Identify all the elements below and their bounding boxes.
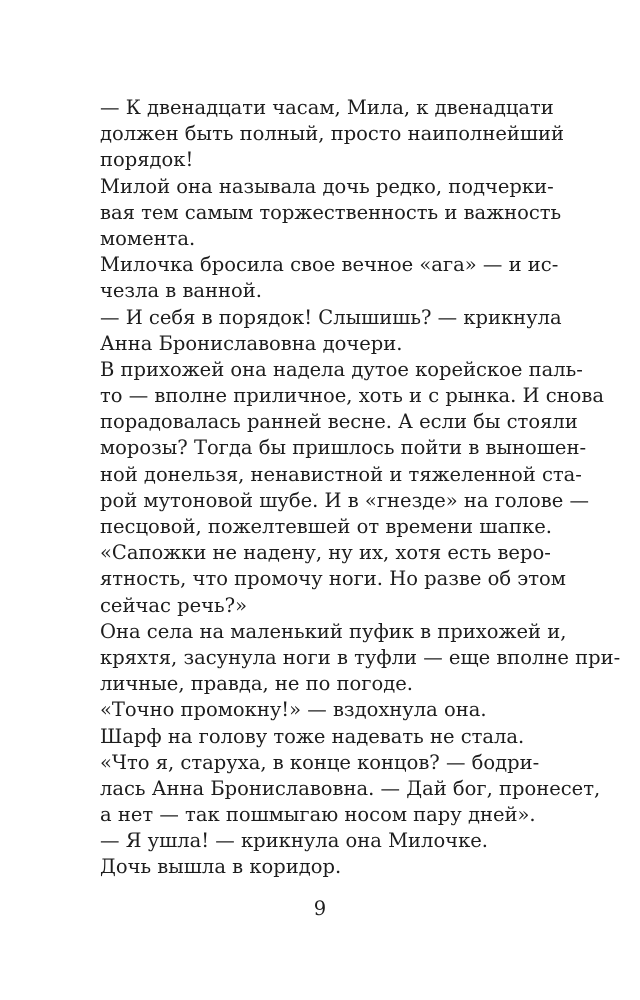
text-line: Милой она называла дочь редко, подчерки- xyxy=(100,174,554,198)
text-line: а нет — так пошмыгаю носом пару дней». xyxy=(100,803,536,827)
text-line: то — вполне приличное, хоть и с рынка. И снова xyxy=(100,384,605,408)
text-line: порадовалась ранней весне. А если бы стояли xyxy=(100,410,578,434)
page-number: 9 xyxy=(313,897,327,920)
text-line: В прихожей она надела дутое корейское паль- xyxy=(100,357,583,381)
text-line: морозы? Тогда бы пришлось пойти в выношен- xyxy=(100,436,587,460)
text-line: — К двенадцати часам, Мила, к двенадцати xyxy=(100,96,554,119)
text-line: личные, правда, не по погоде. xyxy=(100,672,413,696)
text-line: вая тем самым торжественность и важность xyxy=(100,200,562,224)
text-line: ятность, что промочу ноги. Но разве об этом xyxy=(100,567,566,591)
text-line: момента. xyxy=(100,226,196,250)
text-line: Милочка бросила свое вечное «ага» — и ис- xyxy=(100,253,559,277)
text-line: рой мутоновой шубе. И в «гнезде» на голове — xyxy=(100,488,590,512)
text-line: «Что я, старуха, в конце концов? — бодри- xyxy=(100,750,540,774)
text-line: — Я ушла! — крикнула она Милочке. xyxy=(100,829,489,853)
text-line: песцовой, пожелтевшей от времени шапке. xyxy=(100,515,552,538)
text-line: ной донельзя, ненавистной и тяжеленной ста- xyxy=(100,462,582,486)
text-line: Анна Брониславовна дочери. xyxy=(100,331,403,355)
text-line: — И себя в порядок! Слышишь? — крикнула xyxy=(100,305,562,329)
text-line: «Сапожки не надену, ну их, хотя есть веро- xyxy=(100,541,551,565)
body-text xyxy=(100,95,621,881)
text-line: должен быть полный, просто наиполнейший xyxy=(100,122,564,146)
text-line: лась Анна Брониславовна. — Дай бог, пронесет, xyxy=(100,776,601,800)
text-line: Дочь вышла в коридор. xyxy=(100,855,342,879)
text-line: чезла в ванной. xyxy=(100,279,262,303)
text-line: сейчас речь?» xyxy=(100,593,248,617)
text-line: Шарф на голову тоже надевать не стала. xyxy=(100,724,525,748)
text-line: порядок! xyxy=(100,148,194,172)
text-line: «Точно промокну!» — вздохнула она. xyxy=(100,698,487,722)
text-line: кряхтя, засунула ноги в туфли — еще вполне при- xyxy=(100,645,621,669)
text-line: Она села на маленький пуфик в прихожей и, xyxy=(100,619,567,643)
